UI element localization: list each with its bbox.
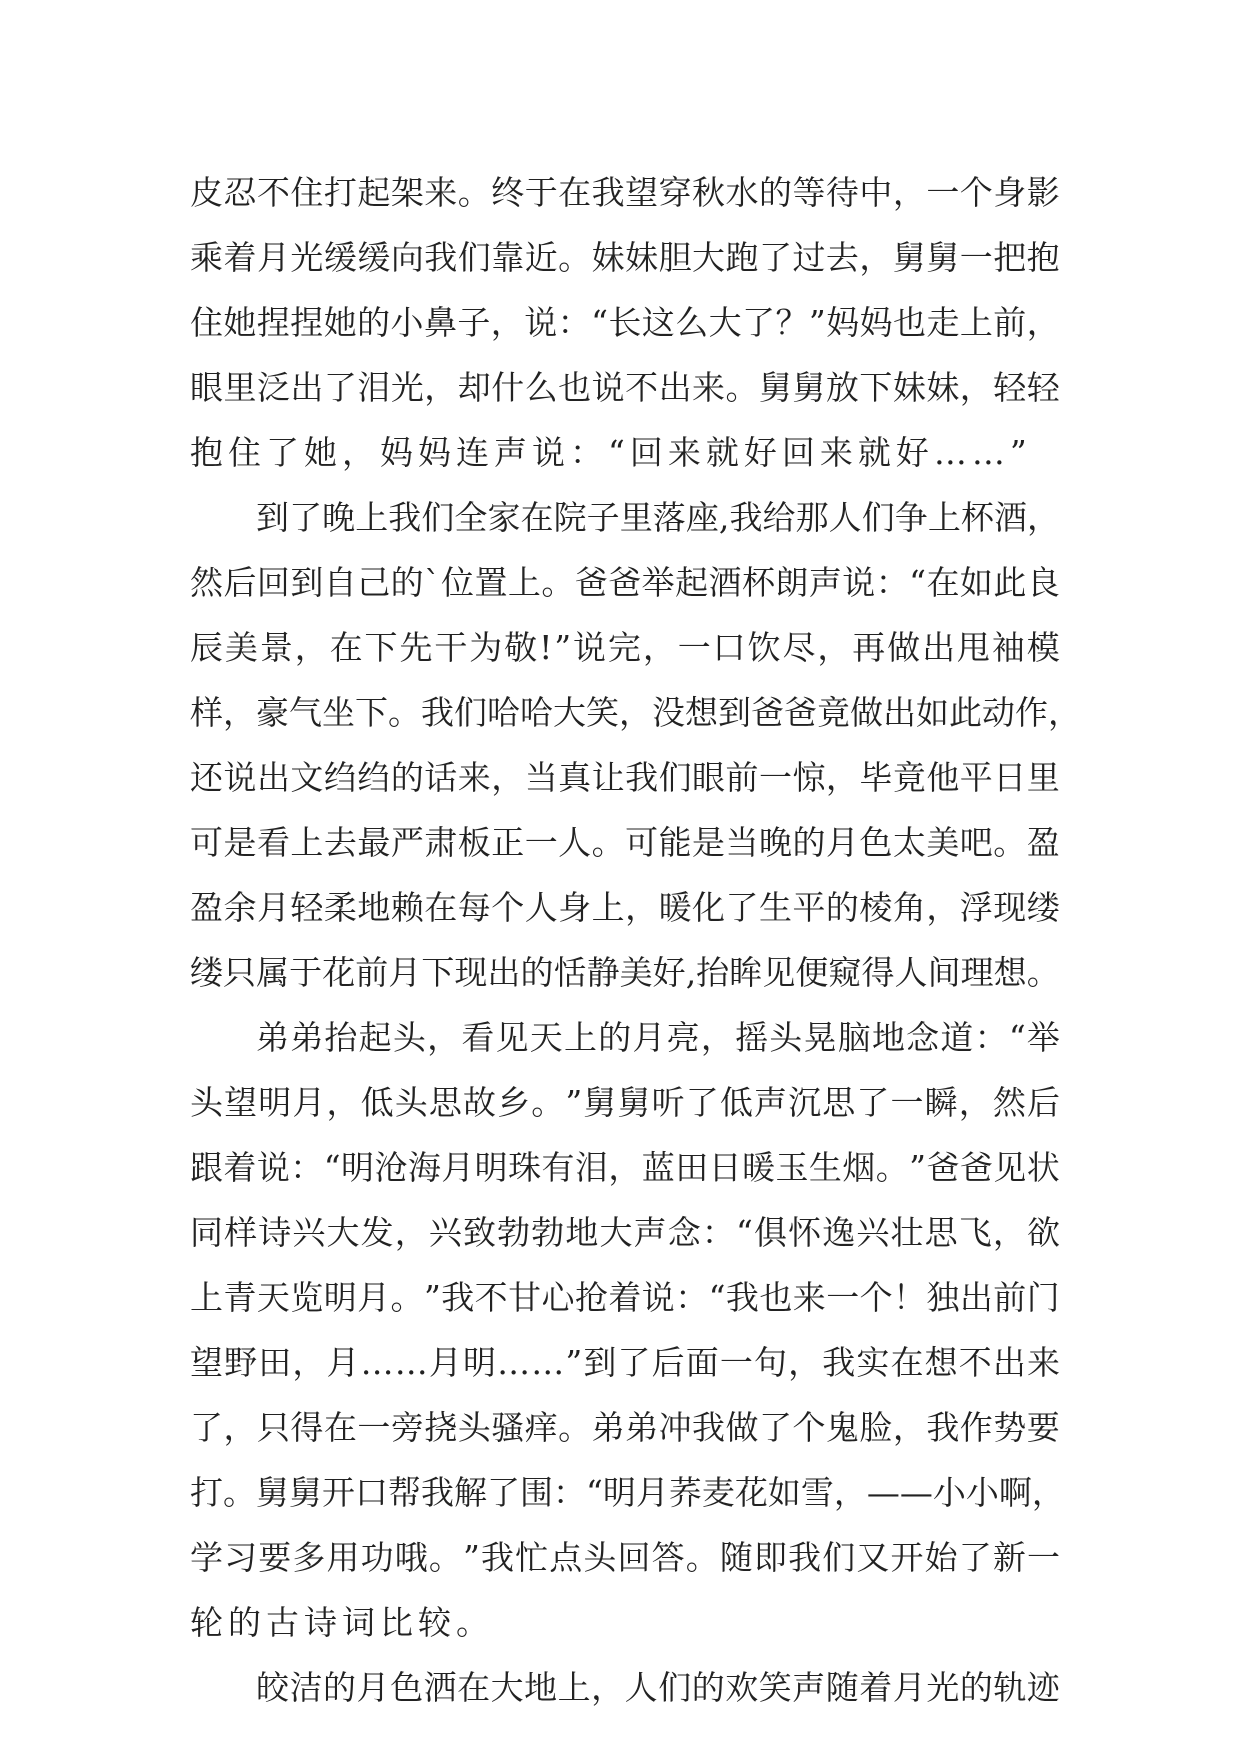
text-line: 望 野 田 ， 月 … … 月 明 … … ” 到 了 后 面 一 句 ， 我 实 在 想 不 出 来 (190, 1343, 1060, 1382)
text-line: 同 样 诗 兴 大 发 ， 兴 致 勃 勃 地 大 声 念 ： “ 俱 怀 逸 兴 壮 思 飞 ， 欲 (190, 1213, 1060, 1252)
text-line: 打 。 舅 舅 开 口 帮 我 解 了 围 ： “ 明 月 荞 麦 花 如 雪 ， — — 小 小 啊 ， (190, 1473, 1065, 1512)
text-line: 抱住了她，妈妈连声说：“回来就好回来就好……” (190, 433, 1032, 472)
text-line: 住 她 捏 捏 她 的 小 鼻 子 ， 说 ： “ 长 这 么 大 了 ？ ” 妈 妈 也 走 上 前 ， (190, 303, 1060, 342)
text-line: 到 了 晚 上 我 们 全 家 在 院 子 里 落 座 , 我 给 那 人 们 争 上 杯 酒 ， (256, 498, 1060, 537)
text-line: 了 ， 只 得 在 一 旁 挠 头 骚 痒 。 弟 弟 冲 我 做 了 个 鬼 脸 ， 我 作 势 要 (190, 1408, 1060, 1447)
text-line: 学 习 要 多 用 功 哦 。 ” 我 忙 点 头 回 答 。 随 即 我 们 又 开 始 了 新 一 (190, 1538, 1060, 1577)
text-line: 盈 余 月 轻 柔 地 赖 在 每 个 人 身 上 ， 暖 化 了 生 平 的 棱 角 ， 浮 现 缕 (190, 888, 1060, 927)
text-line: 轮的古诗词比较。 (190, 1603, 494, 1642)
text-line: 跟 着 说 ： “ 明 沧 海 月 明 珠 有 泪 ， 蓝 田 日 暖 玉 生 烟 。 ” 爸 爸 见 状 (190, 1148, 1060, 1187)
text-line: 皎 洁 的 月 色 洒 在 大 地 上 ， 人 们 的 欢 笑 声 随 着 月 光 的 轨 迹 (256, 1668, 1060, 1707)
text-line: 缕 只 属 于 花 前 月 下 现 出 的 恬 静 美 好 , 抬 眸 见 便 窥 得 人 间 理 想 。 (190, 953, 1060, 992)
text-line: 辰 美 景 ， 在 下 先 干 为 敬 ! ” 说 完 ， 一 口 饮 尽 ， 再 做 出 甩 袖 模 (190, 628, 1060, 667)
text-line: 然 后 回 到 自 己 的 ` 位 置 上 。 爸 爸 举 起 酒 杯 朗 声 说 ： “ 在 如 此 良 (190, 563, 1060, 602)
body-text (190, 160, 1081, 1720)
text-line: 上 青 天 览 明 月 。 ” 我 不 甘 心 抢 着 说 ： “ 我 也 来 一 个 ！ 独 出 前 门 (190, 1278, 1060, 1317)
text-line: 眼 里 泛 出 了 泪 光 ， 却 什 么 也 说 不 出 来 。 舅 舅 放 下 妹 妹 ， 轻 轻 (190, 368, 1060, 407)
text-line: 还 说 出 文 绉 绉 的 话 来 ， 当 真 让 我 们 眼 前 一 惊 ， 毕 竟 他 平 日 里 (190, 758, 1060, 797)
text-line: 乘 着 月 光 缓 缓 向 我 们 靠 近 。 妹 妹 胆 大 跑 了 过 去 ， 舅 舅 一 把 抱 (190, 238, 1060, 277)
text-line: 皮 忍 不 住 打 起 架 来 。 终 于 在 我 望 穿 秋 水 的 等 待 中 ， 一 个 身 影 (190, 173, 1060, 212)
text-line: 样 ， 豪 气 坐 下 。 我 们 哈 哈 大 笑 ， 没 想 到 爸 爸 竟 做 出 如 此 动 作 ， (190, 693, 1081, 732)
text-line: 头 望 明 月 ， 低 头 思 故 乡 。 ” 舅 舅 听 了 低 声 沉 思 了 一 瞬 ， 然 后 (190, 1083, 1060, 1122)
text-line: 可 是 看 上 去 最 严 肃 板 正 一 人 。 可 能 是 当 晚 的 月 色 太 美 吧 。 盈 (190, 823, 1060, 862)
text-line: 弟 弟 抬 起 头 ， 看 见 天 上 的 月 亮 ， 摇 头 晃 脑 地 念 道 ： “ 举 (256, 1018, 1060, 1057)
